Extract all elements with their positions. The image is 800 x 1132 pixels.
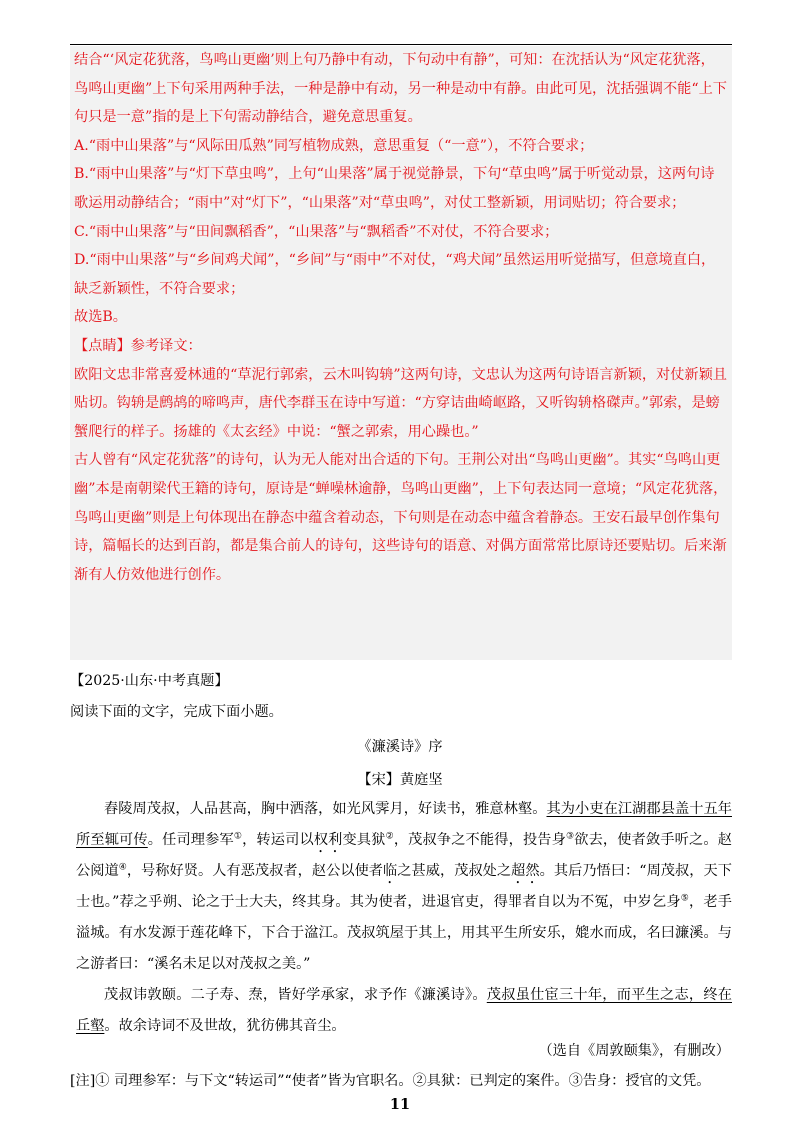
sentence: 。任司理参军	[147, 832, 234, 848]
top-divider	[70, 44, 732, 45]
sentence: 舂陵周茂叔，人品甚高，胸中洒落，如光风霁月，好读书，雅意林壑。	[104, 801, 547, 817]
note-marker-4: ④	[118, 862, 127, 873]
analysis-paragraph: 结合“‘风定花犹落，鸟鸣山更幽’则上句乃静中有动，下句动中有静”，可知：在沈括认为“风定花犹落，鸟鸣山更幽”上下句采用两种手法，一种是静中有动，另一种是动中有静。由此可见，沈括强调不能“上下句只是一意”指的是上下句需动静结合，避免意思重复。	[74, 52, 727, 126]
translation-paragraph-2: 古人曾有“风定花犹落”的诗句，认为无人能对出合适的下句。王荆公对出“鸟鸣山更幽”。其实“鸟鸣山更幽”本是南朝梁代王籍的诗句，原诗是“蝉噪林逾静，鸟鸣山更幽”，上下句表达同一意境；“风定花犹落，鸟鸣山更幽”则是上句体现出在静态中蕴含着动态，下句则是在动态中蕴含着静态。王安石最早创作集句诗，篇幅长的达到百韵，都是集合前人的诗句，这些诗句的语意、对偶方面常常比原诗还要贴切。后来渐渐有人仿效他进行创作。	[74, 452, 728, 583]
sentence: ，转运司以	[242, 832, 314, 848]
question-source: 【2025·山东·中考真题】	[70, 673, 229, 689]
dianjing-heading: 【点睛】参考译文：	[74, 337, 202, 354]
option-a-analysis: A.“雨中山果落”与“风际田瓜熟”同写植物成熟，意思重复（“一意”），不符合要求；	[74, 137, 594, 154]
sentence: ，茂叔争之不能得，投告身	[393, 832, 566, 848]
dotted-word-quanli: 权利	[313, 832, 343, 848]
sentence: 茂叔讳敦颐。二子寿、焘，皆好学承家，求予作《濂溪诗》。	[104, 987, 487, 1003]
question-instruction: 阅读下面的文字，完成下面小题。	[70, 704, 283, 720]
underlined-sentence: 茂叔虽仕宦三十年，而平生之志，终在丘壑	[76, 987, 732, 1034]
answer-analysis-block	[70, 46, 732, 660]
passage-paragraph-1	[76, 794, 732, 980]
note-marker-5: ⑤	[680, 893, 690, 904]
annotation-notes: [注]① 司理参军：与下文“转运司”“使者”皆为官职名。②具狱：已判定的案件。③告身：授官的文凭。	[70, 1073, 711, 1089]
note-marker-2: ②	[385, 831, 394, 842]
sentence: ，号称好贤。人有恶茂叔者，赵公以使者	[126, 863, 384, 879]
underlined-sentence: 其为小吏在江湖郡县盖十五年所至辄可传	[76, 801, 732, 848]
sentence: 欲去，使者敛手听之。赵公阅道	[76, 832, 732, 879]
page-number: 11	[389, 1096, 411, 1113]
passage-author: 【宋】黄庭坚	[357, 772, 443, 788]
translation-paragraph-1: 欧阳文忠非常喜爱林逋的“草泥行郭索，云木叫钩辀”这两句诗，文忠认为这两句诗语言新颖，对仗新颖且贴切。钩辀是鹧鸪的啼鸣声，唐代李群玉在诗中写道：“方穿诘曲崎岖路，又听钩辀格磔声。”郭索，是螃蟹爬行的样子。扬雄的《太玄经》中说：“蟹之郭索，用心躁也。”	[74, 366, 727, 440]
answer-choice: 故选B。	[74, 309, 127, 326]
option-d-analysis: D.“雨中山果落”与“乡间鸡犬闻”，“乡间”与“雨中”不对仗，“鸡犬闻”虽然运用听觉描写，但意境直白，缺乏新颖性，不符合要求；	[74, 252, 716, 297]
note-marker-1: ①	[233, 831, 243, 842]
sentence: 。其后乃悟曰：“周茂叔，天下士也。”荐之乎朔、论之于士大夫，终其身。其为使者，进退官吏，得罪者自以为不冤，中岁乞身	[76, 863, 732, 910]
classical-passage	[76, 794, 732, 1042]
note-marker-3: ③	[566, 831, 575, 842]
sentence: 之甚威，茂叔处之	[397, 863, 512, 879]
option-b-analysis: B.“雨中山果落”与“灯下草虫鸣”，上句“山果落”属于视觉静景，下句“草虫鸣”属于听觉动景，这两句诗歌运用动静结合；“雨中”对“灯下”，“山果落”对“草虫鸣”，对仗工整新颖，用词贴切；符合要求；	[74, 166, 715, 211]
passage-source: （选自《周敦颐集》，有删改）	[538, 1043, 730, 1059]
sentence: ，老手溢城。有水发源于莲花峰下，下合于湓江。茂叔筑屋于其上，用其平生所安乐，媲水而成，名曰濂溪。与之游者曰：“溪名未足以对茂叔之美。”	[76, 894, 732, 972]
sentence: 。故余诗词不及世故，犹彷佛其音尘。	[104, 1018, 346, 1034]
passage-title: 《濂溪诗》序	[357, 739, 443, 755]
option-c-analysis: C.“雨中山果落”与“田间飘稻香”，“山果落”与“飘稻香”不对仗，不符合要求；	[74, 223, 559, 240]
passage-paragraph-2	[76, 980, 732, 1042]
sentence: 变具狱	[342, 832, 386, 848]
dotted-word-chaoran: 超然	[511, 863, 540, 879]
dotted-word-lin: 临	[383, 863, 398, 879]
